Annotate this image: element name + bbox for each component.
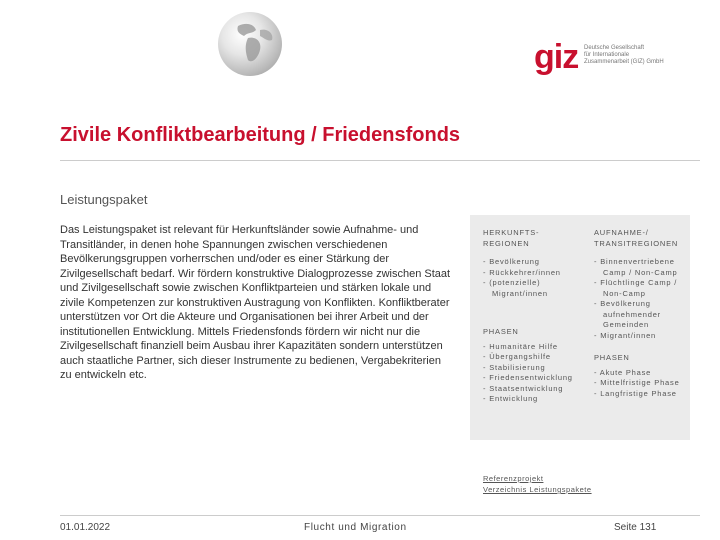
header-divider — [60, 160, 700, 161]
footer-topic: Flucht und Migration — [304, 522, 407, 533]
list-item: - Übergangshilfe — [483, 352, 583, 363]
reference-links — [483, 473, 592, 495]
column-heading: HERKUNFTS- REGIONEN — [483, 228, 540, 248]
list-item: - Humanitäre Hilfe — [483, 342, 583, 353]
phases-list — [594, 368, 688, 400]
footer-divider — [60, 515, 700, 516]
list-item: - Friedensentwicklung — [483, 373, 583, 384]
origin-regions-column — [483, 228, 583, 405]
giz-organization-name — [584, 45, 720, 66]
logo-line: Zusammenarbeit (GIZ) GmbH — [584, 59, 664, 65]
page-number: Seite 131 — [614, 522, 657, 533]
reference-project-link[interactable]: Referenzprojekt — [483, 474, 544, 483]
logo-line: Deutsche Gesellschaft — [584, 45, 645, 51]
list-item: - Langfristige Phase — [594, 389, 688, 400]
footer-date: 01.01.2022 — [60, 522, 111, 533]
host-transit-regions-column — [594, 228, 688, 399]
service-package-list-link[interactable]: Verzeichnis Leistungspakete — [483, 485, 592, 494]
list-item: - Rückkehrer/innen — [483, 268, 583, 279]
column-heading: AUFNAHME-/ TRANSITREGIONEN — [594, 228, 679, 248]
list-item: - Migrant/innen — [594, 331, 688, 342]
section-subtitle: Leistungspaket — [60, 192, 148, 207]
phases-heading: PHASEN — [594, 353, 630, 362]
list-item: - Mittelfristige Phase — [594, 378, 688, 389]
phases-list — [483, 342, 583, 405]
body-paragraph: Das Leistungspaket ist relevant für Herkunftsländer sowie Aufnahme- und Transitländer, in denen hohe Spannungen zwischen verschiedenen Bevölkerungsgruppen vorherrschen und/oder es einer Stärkung der Zivilgesellschaft bedarf. Wir fördern konstruktive Dialogprozesse zwischen Staat und Zivilgesellschaft sowie zwischen Konfliktparteien und stärken lokale und zivile Kompetenzen zur konstruktiven Austragung von Konflikten. Konfliktberater unterstützen vor Ort die Akteure und Organisationen bei ihrer Arbeit und der institutionellen Entwicklung. Mittels Friedensfonds fördern wir nicht nur die Zivilgesellschaft finanziell beim Ausbau ihrer Kapazitäten sondern unterstützen auch staatliche Partner, sich dieser Instrumente zu bedienen, Vergabekriterien zu entwickeln etc. — [60, 224, 451, 381]
list-item: - Bevölkerung aufnehmender Gemeinden — [594, 299, 688, 331]
giz-wordmark: giz — [534, 38, 579, 76]
globe-logo — [218, 12, 282, 76]
page-title: Zivile Konfliktbearbeitung / Friedensfonds — [60, 124, 461, 146]
target-group-list — [483, 257, 583, 299]
list-item: - Stabilisierung — [483, 363, 583, 374]
list-item: - (potenzielle) Migrant/innen — [483, 278, 583, 299]
logo-line: für Internationale — [584, 52, 630, 58]
target-group-list — [594, 257, 688, 341]
list-item: - Flüchtlinge Camp / Non-Camp — [594, 278, 688, 299]
list-item: - Entwicklung — [483, 394, 583, 405]
phases-heading: PHASEN — [483, 327, 519, 336]
list-item: - Staatsentwicklung — [483, 384, 583, 395]
list-item: - Binnenvertriebene Camp / Non-Camp — [594, 257, 688, 278]
list-item: - Bevölkerung — [483, 257, 583, 268]
list-item: - Akute Phase — [594, 368, 688, 379]
